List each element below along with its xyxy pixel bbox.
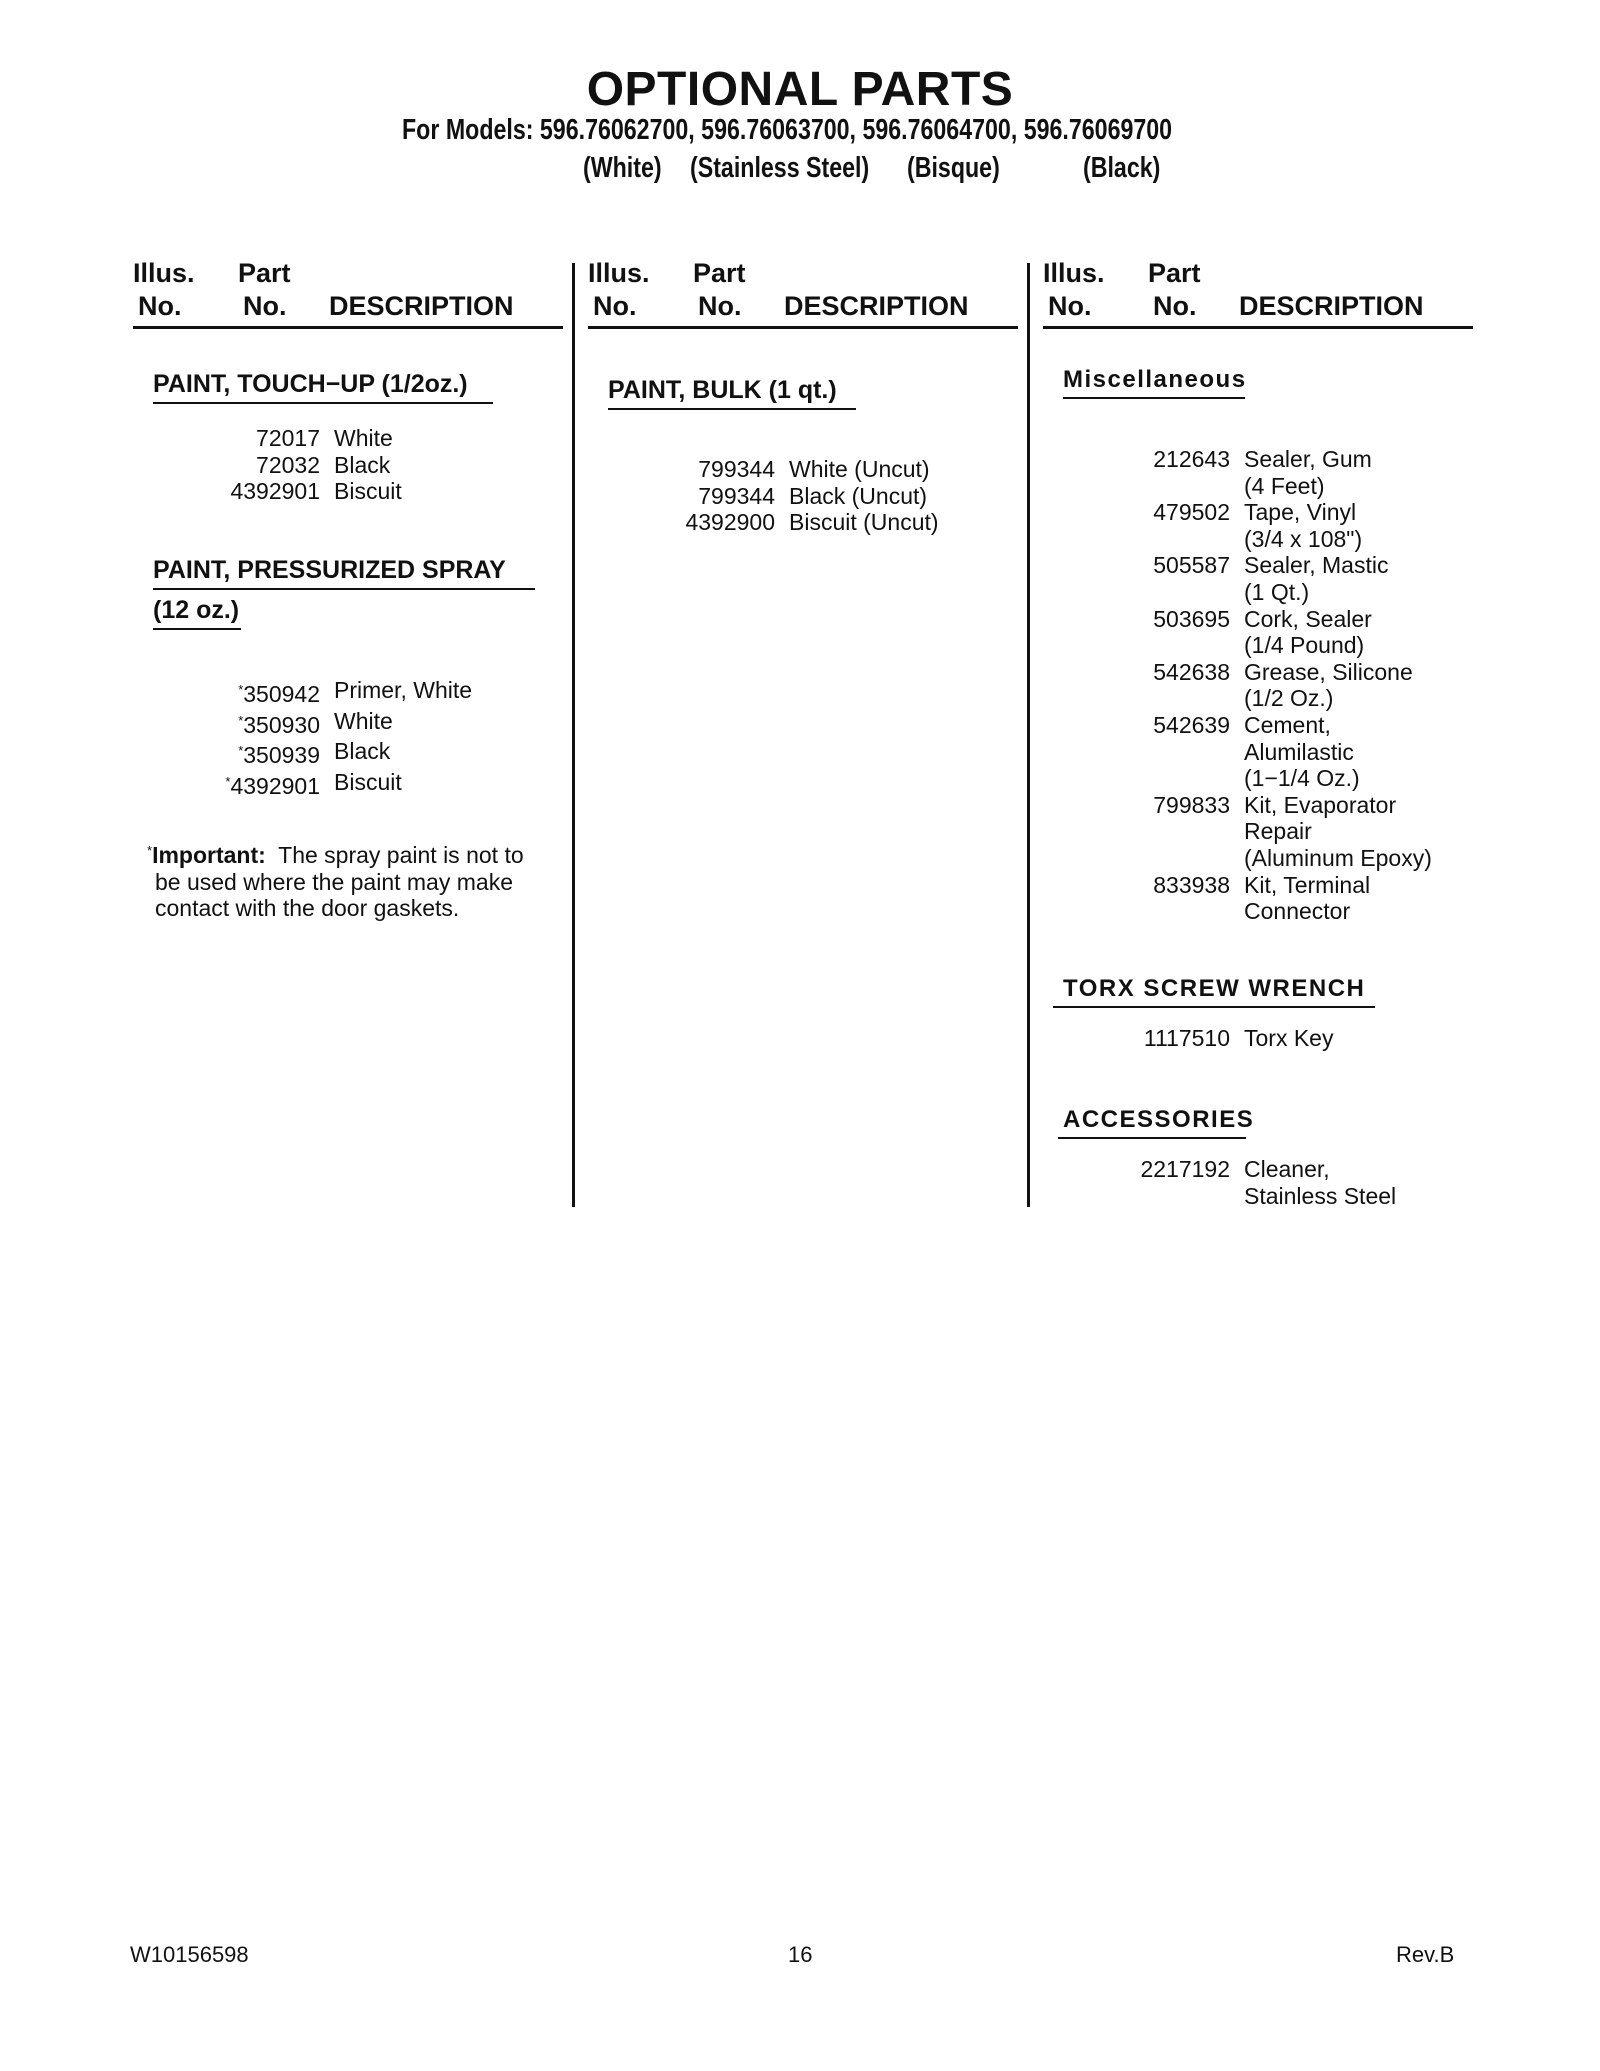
part-number: *350939 bbox=[238, 742, 320, 769]
part-description: Tape, Vinyl (3/4 x 108") bbox=[1244, 499, 1363, 552]
description-label: DESCRIPTION bbox=[329, 291, 514, 321]
list-item bbox=[1110, 659, 1432, 712]
part-description: Black bbox=[334, 738, 391, 765]
document-number: W10156598 bbox=[130, 1942, 249, 1967]
section-title-accessories: ACCESSORIES bbox=[1063, 1106, 1255, 1133]
header-rule bbox=[133, 326, 563, 329]
color-stainless: (Stainless Steel) bbox=[690, 152, 870, 184]
page-title: OPTIONAL PARTS bbox=[586, 63, 1014, 116]
header-rule bbox=[1043, 326, 1473, 329]
section-title-torx: TORX SCREW WRENCH bbox=[1063, 975, 1366, 1002]
part-description: White (Uncut) bbox=[789, 456, 930, 482]
list-item bbox=[1110, 499, 1432, 552]
list-item bbox=[1110, 1025, 1333, 1052]
header-rule bbox=[588, 326, 1018, 329]
illus-no-label: No. bbox=[1048, 291, 1092, 321]
list-item bbox=[200, 738, 472, 769]
part-number: 212643 bbox=[1153, 446, 1230, 472]
part-number: *350942 bbox=[238, 681, 320, 707]
part-number: 799344 bbox=[698, 482, 775, 509]
section-underline bbox=[1053, 1006, 1375, 1008]
color-bisque: (Bisque) bbox=[907, 152, 1000, 184]
part-number: *350930 bbox=[238, 711, 320, 738]
section-title-spray: PAINT, PRESSURIZED SPRAY bbox=[153, 556, 506, 584]
section-underline bbox=[153, 628, 241, 630]
part-number: 503695 bbox=[1153, 605, 1230, 632]
part-description: Grease, Silicone (1/2 Oz.) bbox=[1244, 658, 1413, 712]
column-header-right bbox=[1043, 258, 1473, 328]
column-header-middle bbox=[588, 258, 1018, 328]
section-title-bulk: PAINT, BULK (1 qt.) bbox=[608, 376, 837, 404]
part-number: 799344 bbox=[698, 456, 775, 482]
note-asterisk: * bbox=[147, 843, 153, 858]
column-header-left bbox=[133, 258, 563, 328]
list-item bbox=[200, 677, 472, 708]
section-title-touchup: PAINT, TOUCH−UP (1/2oz.) bbox=[153, 370, 468, 398]
part-description: Biscuit bbox=[334, 768, 402, 795]
part-description: Black bbox=[334, 451, 391, 478]
touchup-parts-list bbox=[200, 425, 402, 505]
illus-label: Illus. bbox=[1043, 258, 1105, 288]
list-item bbox=[200, 478, 402, 505]
important-note bbox=[147, 838, 555, 922]
illus-no-label: No. bbox=[593, 291, 637, 321]
list-item bbox=[1110, 446, 1432, 499]
note-text: The spray paint is not to be used where the paint may make contact with the door gaskets. bbox=[155, 842, 524, 922]
part-description: Cement, Alumilastic (1−1/4 Oz.) bbox=[1244, 711, 1360, 792]
section-title-spray-size: (12 oz.) bbox=[153, 596, 240, 624]
part-description: White bbox=[334, 707, 393, 734]
accessories-parts-list bbox=[1110, 1156, 1396, 1209]
illus-label: Illus. bbox=[133, 258, 195, 288]
part-description: Kit, Terminal Connector bbox=[1244, 871, 1371, 925]
part-description: Cleaner, Stainless Steel bbox=[1244, 1156, 1397, 1209]
part-description: Kit, Evaporator Repair (Aluminum Epoxy) bbox=[1244, 791, 1432, 871]
list-item bbox=[200, 708, 472, 739]
part-description: Black (Uncut) bbox=[789, 482, 928, 509]
part-number: *4392901 bbox=[225, 772, 320, 799]
section-underline bbox=[1063, 397, 1245, 399]
part-number: 542638 bbox=[1153, 658, 1230, 685]
section-underline bbox=[608, 408, 856, 410]
color-white: (White) bbox=[583, 152, 662, 184]
list-item bbox=[655, 509, 939, 536]
part-number: 479502 bbox=[1153, 499, 1230, 526]
part-label: Part bbox=[693, 258, 746, 288]
part-number: 799833 bbox=[1153, 791, 1230, 818]
illus-label: Illus. bbox=[588, 258, 650, 288]
revision-label: Rev.B bbox=[1396, 1942, 1455, 1967]
part-description: Sealer, Gum (4 Feet) bbox=[1244, 446, 1372, 499]
list-item bbox=[1110, 872, 1432, 925]
list-item bbox=[1110, 552, 1432, 605]
list-item bbox=[1110, 1156, 1396, 1209]
models-line: For Models: 596.76062700, 596.76063700, 596.76064700, 596.76069700 bbox=[402, 114, 1173, 146]
part-number: 2217192 bbox=[1140, 1156, 1230, 1182]
part-number: 4392900 bbox=[685, 509, 775, 536]
illus-no-label: No. bbox=[138, 291, 182, 321]
part-description: Cork, Sealer (1/4 Pound) bbox=[1244, 605, 1372, 659]
section-underline bbox=[153, 588, 535, 590]
note-label: Important: bbox=[152, 842, 266, 868]
column-divider bbox=[1027, 263, 1030, 1207]
part-description: Biscuit bbox=[334, 478, 402, 505]
part-no-label: No. bbox=[243, 291, 287, 321]
part-description: Torx Key bbox=[1244, 1025, 1334, 1051]
section-underline bbox=[153, 402, 493, 404]
part-no-label: No. bbox=[1153, 291, 1197, 321]
description-label: DESCRIPTION bbox=[784, 291, 969, 321]
part-number: 505587 bbox=[1153, 552, 1230, 579]
bulk-parts-list bbox=[655, 456, 939, 536]
torx-parts-list bbox=[1110, 1025, 1333, 1052]
part-no-label: No. bbox=[698, 291, 742, 321]
section-underline bbox=[1058, 1137, 1246, 1139]
list-item bbox=[1110, 606, 1432, 659]
misc-parts-list bbox=[1110, 446, 1432, 925]
page-number: 16 bbox=[788, 1942, 813, 1967]
list-item bbox=[1110, 712, 1432, 792]
list-item bbox=[200, 452, 402, 479]
part-description: Biscuit (Uncut) bbox=[789, 509, 939, 536]
part-number: 72032 bbox=[256, 451, 320, 478]
list-item bbox=[200, 769, 472, 800]
part-number: 542639 bbox=[1153, 711, 1230, 738]
list-item bbox=[655, 456, 939, 483]
part-number: 4392901 bbox=[230, 478, 320, 505]
part-label: Part bbox=[238, 258, 291, 288]
description-label: DESCRIPTION bbox=[1239, 291, 1424, 321]
part-label: Part bbox=[1148, 258, 1201, 288]
part-number: 1117510 bbox=[1143, 1025, 1230, 1051]
part-description: White bbox=[334, 425, 393, 451]
part-number: 833938 bbox=[1153, 871, 1230, 898]
part-description: Primer, White bbox=[334, 677, 473, 703]
section-title-misc: Miscellaneous bbox=[1063, 366, 1247, 393]
spray-parts-list bbox=[200, 677, 472, 799]
column-divider bbox=[572, 263, 575, 1207]
color-black: (Black) bbox=[1083, 152, 1161, 184]
part-description: Sealer, Mastic (1 Qt.) bbox=[1244, 552, 1389, 605]
list-item bbox=[655, 483, 939, 510]
part-number: 72017 bbox=[256, 425, 320, 451]
list-item bbox=[200, 425, 402, 452]
list-item bbox=[1110, 792, 1432, 872]
